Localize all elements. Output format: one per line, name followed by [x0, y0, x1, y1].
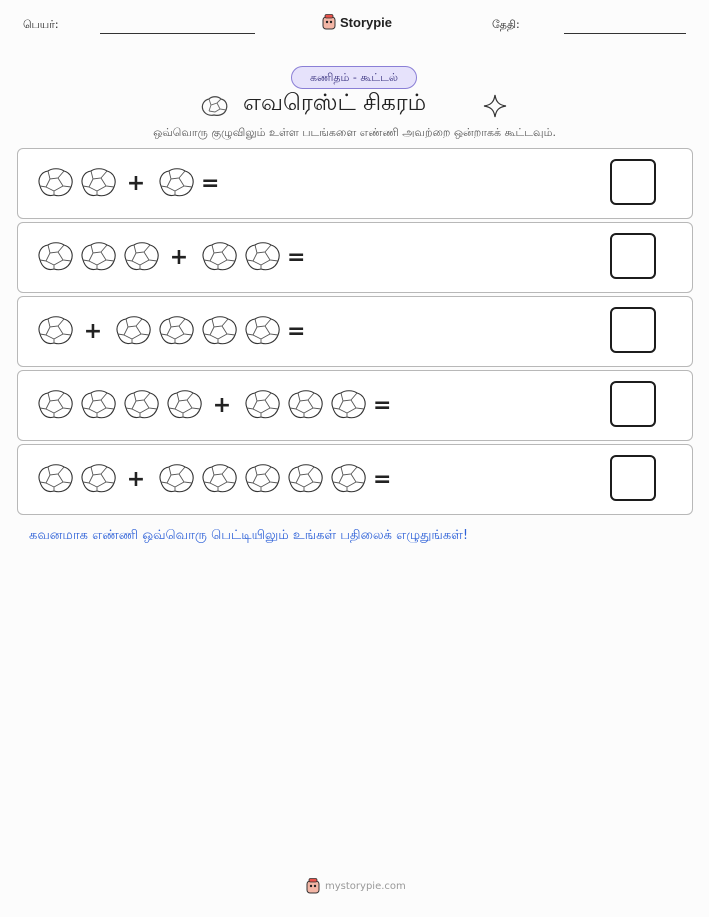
plus-sign: + [212, 392, 232, 418]
page-title: எவரெஸ்ட் சிகரம் [243, 90, 427, 116]
plus-sign: + [169, 244, 189, 270]
rock-icon [200, 315, 238, 347]
footer-site: mystorypie.com [325, 880, 406, 892]
problem-row [17, 148, 693, 219]
storypie-footer-icon [306, 878, 320, 894]
storypie-logo-icon [322, 14, 336, 30]
plus-sign: + [83, 318, 103, 344]
answer-box[interactable] [610, 233, 656, 279]
answer-box[interactable] [610, 455, 656, 501]
rock-icon [329, 389, 367, 421]
rock-icon [79, 241, 117, 273]
problem-row [17, 296, 693, 367]
rock-icon [243, 241, 281, 273]
rock-icon [79, 167, 117, 199]
rock-icon [36, 315, 74, 347]
rock-icon [157, 463, 195, 495]
rock-icon [286, 463, 324, 495]
subject-tag: கணிதம் - கூட்டல் [291, 66, 417, 89]
brand-logo [322, 14, 392, 30]
problem-row [17, 444, 693, 515]
name-label: பெயர்: [23, 18, 59, 31]
equals-sign: = [287, 244, 306, 270]
plus-sign: + [126, 466, 146, 492]
rock-icon [286, 389, 324, 421]
tip-note: கவனமாக எண்ணி ஒவ்வொரு பெட்டியிலும் உங்கள் பதிலைக் எழுதுங்கள்! [29, 528, 469, 543]
problem-items [36, 313, 305, 349]
rock-icon [243, 389, 281, 421]
brand-name: Storypie [340, 14, 393, 30]
rock-icon [157, 315, 195, 347]
rock-icon [157, 167, 195, 199]
answer-box[interactable] [610, 307, 656, 353]
rock-icon [122, 389, 160, 421]
rock-icon [36, 389, 74, 421]
name-line [100, 33, 255, 34]
rock-icon [122, 241, 160, 273]
problem-items [36, 387, 391, 423]
rock-icon [243, 315, 281, 347]
rock-icon [36, 167, 74, 199]
problem-items [36, 165, 219, 201]
footer [306, 878, 406, 894]
rock-icon [36, 241, 74, 273]
equals-sign: = [373, 392, 392, 418]
answer-box[interactable] [610, 381, 656, 427]
equals-sign: = [287, 318, 306, 344]
equals-sign: = [373, 466, 392, 492]
rock-icon [200, 463, 238, 495]
title-row [0, 88, 709, 124]
date-line [564, 33, 686, 34]
worksheet-header [0, 14, 709, 38]
plus-sign: + [126, 170, 146, 196]
rock-icon [199, 94, 229, 118]
sparkle-icon [483, 94, 507, 118]
rock-icon [329, 463, 367, 495]
rock-icon [36, 463, 74, 495]
date-label: தேதி: [492, 18, 520, 31]
rock-icon [165, 389, 203, 421]
problem-row [17, 370, 693, 441]
rock-icon [200, 241, 238, 273]
problem-row [17, 222, 693, 293]
problem-items [36, 461, 391, 497]
rock-icon [243, 463, 281, 495]
instructions: ஒவ்வொரு குழுவிலும் உள்ள படங்களை எண்ணி அவற்றை ஒன்றாகக் கூட்டவும். [153, 126, 556, 139]
problem-items [36, 239, 305, 275]
answer-box[interactable] [610, 159, 656, 205]
rock-icon [79, 389, 117, 421]
rock-icon [114, 315, 152, 347]
equals-sign: = [201, 170, 220, 196]
rock-icon [79, 463, 117, 495]
